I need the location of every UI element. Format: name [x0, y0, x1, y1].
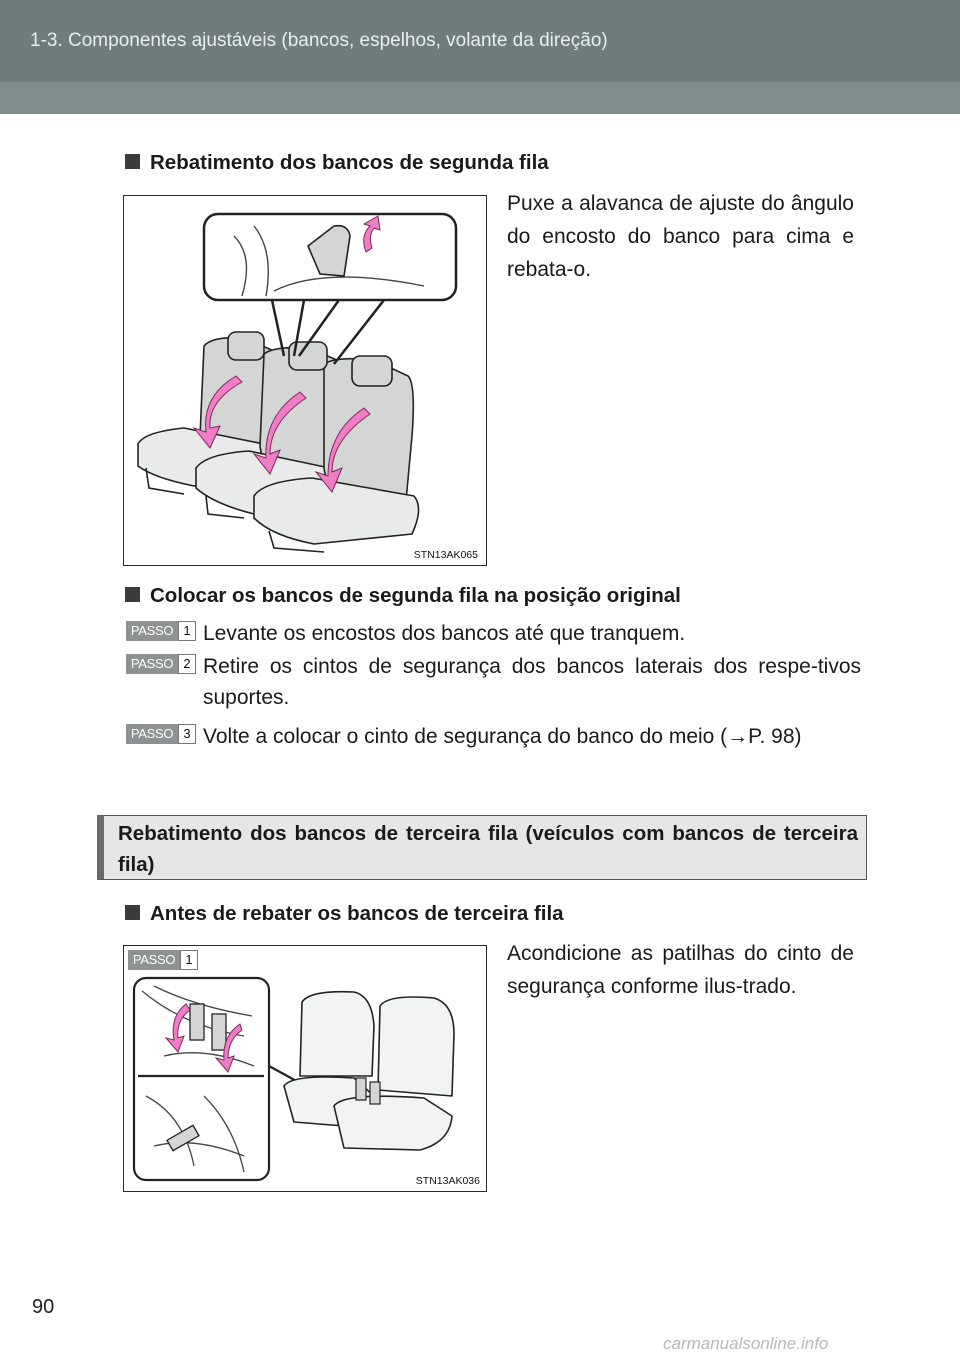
- header-band: [0, 82, 960, 114]
- step-label: PASSO: [126, 724, 178, 744]
- step-label: PASSO: [126, 621, 178, 641]
- figure-step-badge: [128, 950, 197, 970]
- paragraph-text: Acondicione as patilhas do cinto de segurança conforme ilus-trado.: [507, 942, 854, 998]
- step-badge: [126, 621, 195, 641]
- square-bullet-icon: [125, 905, 140, 920]
- step-number: 1: [178, 621, 196, 641]
- heading-folding-second-row: [125, 151, 549, 175]
- step-label: PASSO: [126, 654, 178, 674]
- square-bullet-icon: [125, 587, 140, 602]
- step-number: 2: [178, 654, 196, 674]
- heading-text: Antes de rebater os bancos de terceira fila: [150, 902, 564, 925]
- step-number: 1: [180, 950, 198, 970]
- figure-code: STN13AK036: [415, 1175, 480, 1187]
- watermark-text: carmanualsonline.info: [663, 1334, 829, 1353]
- heading-before-folding-third-row: [125, 902, 564, 926]
- section-title-box: [97, 815, 867, 880]
- step-text: Levante os encostos dos bancos até que tranquem.: [203, 622, 686, 645]
- heading-restore-second-row: [125, 584, 681, 608]
- figure-second-row-seats: [123, 195, 487, 566]
- figure-code: STN13AK065: [413, 549, 478, 561]
- page-number: 90: [32, 1296, 55, 1318]
- third-row-illustration: [124, 946, 486, 1191]
- step-badge: [126, 654, 195, 674]
- step-number: 3: [178, 724, 196, 744]
- square-bullet-icon: [125, 154, 140, 169]
- page-header: [0, 0, 960, 114]
- paragraph-text: Puxe a alavanca de ajuste do ângulo do encosto do banco para cima e rebata-o.: [507, 192, 854, 281]
- header-title: 1-3. Componentes ajustáveis (bancos, espelhos, volante da direção): [30, 30, 608, 51]
- section-title: Rebatimento dos bancos de terceira fila (veículos com bancos de terceira fila): [118, 822, 858, 876]
- instruction-folding-second-row: [507, 187, 854, 286]
- heading-text: Rebatimento dos bancos de segunda fila: [150, 151, 549, 174]
- step-badge: [126, 724, 195, 744]
- seat-illustration: [124, 196, 486, 565]
- step-label: PASSO: [128, 950, 180, 970]
- instruction-before-folding-third-row: [507, 937, 854, 1003]
- step-text: Volte a colocar o cinto de segurança do banco do meio (→P. 98): [203, 725, 802, 748]
- figure-third-row-seats: [123, 945, 487, 1192]
- heading-text: Colocar os bancos de segunda fila na posição original: [150, 584, 681, 607]
- step-text: Retire os cintos de segurança dos bancos laterais dos respe-tivos suportes.: [203, 655, 861, 709]
